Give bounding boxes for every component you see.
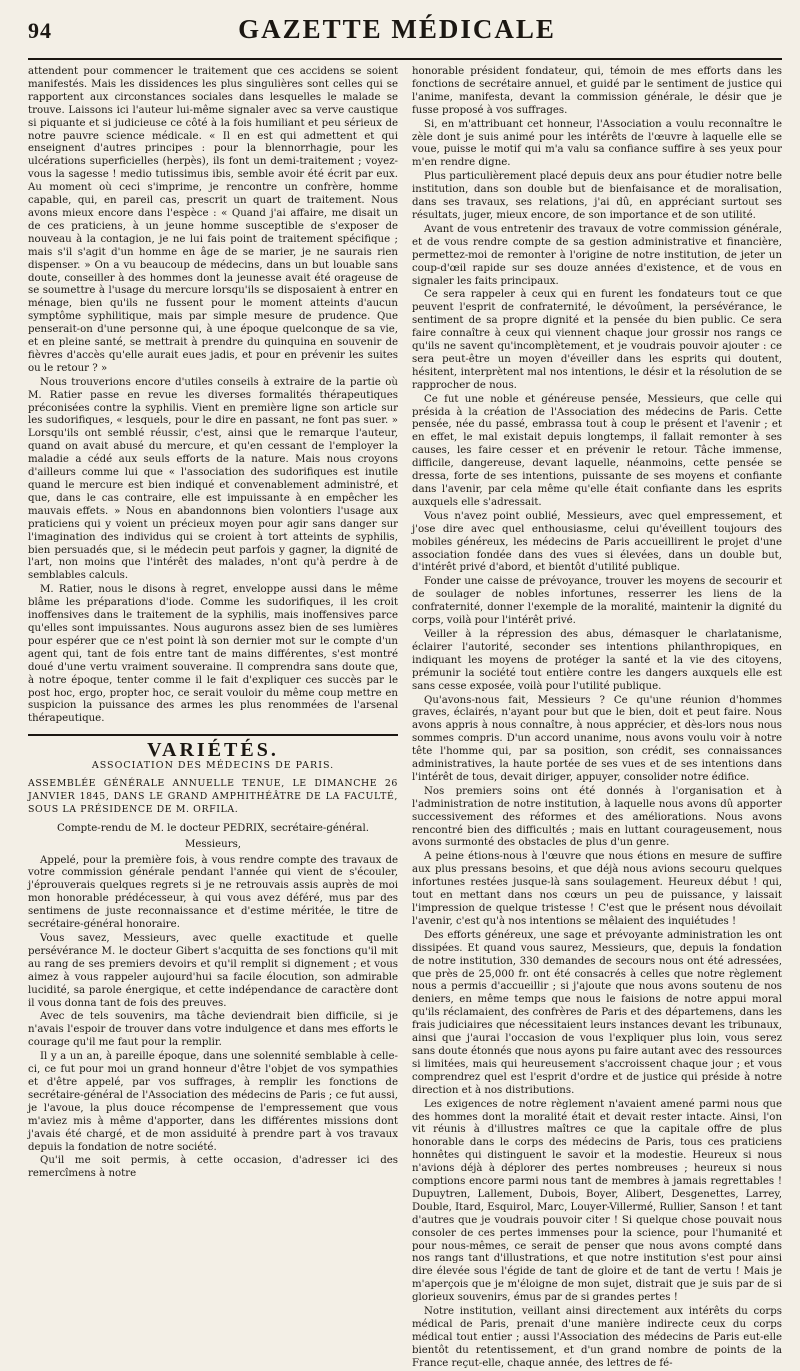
paragraph: A peine étions-nous à l'œuvre que nous étions en mesure de suffire aux plus pressans besoins, et que déjà nous avions secouru quelques infortunes restées jusque-là sans soulagement. Heureux début ! qui, tout en mettant dans nos cœurs un peu de puissance, y laissait l'impression de quelque tristesse ! C'est que le présent nous dévoilait l'avenir, c'est qu'à nos intentions se mêlaient des inquiétudes ! xyxy=(412,851,782,927)
paragraph: Avant de vous entretenir des travaux de votre commission générale, et de vous rendre compte de sa gestion administrative et financière, permettez-moi de remonter à l'origine de notre institution, de jeter un coup-d'œil rapide sur ses douze années d'existence, et de vous en signaler les faits principaux. xyxy=(412,223,782,287)
paragraph: Il y a un an, à pareille époque, dans une solennité semblable à celle-ci, ce fut pour moi un grand honneur d'être l'objet de vos sympathies et d'être appelé, par vos suffrages, à remplir les fonctions de secrétaire-général de l'Association des médecins de Paris ; ce fut aussi, je l'avoue, la plus douce récompense de l'empressement que vous m'aviez mis à même d'apporter, dans les différentes missions dont j'avais été chargé, et de mon assiduité à prendre part à vos travaux depuis la fondation de notre société. xyxy=(28,1051,398,1153)
paragraph: Qu'avons-nous fait, Messieurs ? Ce qu'une réunion d'hommes graves, éclairés, n'ayant pour but que le bien, doit et peut faire. Nous avons appris à nous connaître, à nous apprécier, et dès-lors nous nous sommes compris. D'un accord unanime, nous avons voulu voir à notre tête l'homme qui, par sa position, son crédit, ses connaissances administratives, la haute portée de ses vues et de ses intentions dans l'intérêt de tous, devait diriger, appuyer, consolider notre édifice. xyxy=(412,694,782,783)
paragraph: Plus particulièrement placé depuis deux ans pour étudier notre belle institution, dans son double but de bienfaisance et de moralisation, dans ses travaux, ses relations, j'ai dû, en appréciant surtout ses résultats, juger, mieux encore, de son importance et de son utilité. xyxy=(412,171,782,221)
paragraph: Notre institution, veillant ainsi directement aux intérêts du corps médical de Paris, prenait d'une manière indirecte ceux du corps médical tout entier ; aussi l'Association des médecins de Paris eut-elle bientôt du retentissement, et d'un grand nombre de points de la France reçut-elle, chaque année, des lettres de fé- xyxy=(412,1306,782,1369)
journal-title: GAZETTE MÉDICALE xyxy=(238,14,556,44)
paragraph: Si, en m'attribuant cet honneur, l'Association a voulu reconnaître le zèle dont je suis animé pour les intérêts de l'œuvre à laquelle elle se voue, puisse le motif qui m'a valu sa confiance suffire à ses yeux pour m'en rendre digne. xyxy=(412,118,782,169)
paragraph: Ce sera rappeler à ceux qui en furent les fondateurs tout ce que peuvent l'esprit de confraternité, le dévoûment, la persévérance, le sentiment de sa propre dignité et la pensée du bien public. Ce sera faire connaître à ceux qui viennent chaque jour grossir nos rangs ce qu'ils ne savent qu'incomplètement, et je voudrais pouvoir ajouter : ce sera peut-être un moyen d'éveiller dans les esprits qui doutent, hésitent, interprètent mal nos intentions, le désir et la résolution de se rapprocher de nous. xyxy=(412,289,782,391)
section-divider xyxy=(28,734,398,736)
paragraph: M. Ratier, nous le disons à regret, enveloppe aussi dans le même blâme les préparations d'iode. Comme les sudorifiques, il les croit inoffensives dans le traitement de la syphilis, mais inoffensives parce qu'elles sont impuissantes. Nous augurons assez bien de ses lumières pour espérer que ce n'est point là son dernier mot sur le compte d'un agent qui, tant de fois entre tant de mains différentes, s'est montré doué d'une vertu vraiment souveraine. Il comprendra sans doute que, à notre époque, tenter comme il le fait d'expliquer ces succès par le post hoc, ergo, propter hoc, ce serait vouloir du même coup mettre en suspicion la puissance des armes les plus renommées de l'arsenal thérapeutique. xyxy=(28,584,398,725)
meeting-heading: ASSEMBLÉE GÉNÉRALE ANNUELLE TENUE, LE DIMANCHE 26 JANVIER 1845, DANS LE GRAND AMPHITHÉÂTRE DE LA FACULTÉ, SOUS LA PRÉSIDENCE DE M. ORFILA. xyxy=(28,778,398,815)
paragraph: Ce fut une noble et généreuse pensée, Messieurs, que celle qui présida à la création de l'Association des médecins de Paris. Cette pensée, née du passé, embrassa tout à coup le présent et l'avenir ; et en effet, le mal existait depuis longtemps, il fallait remonter à ses causes, les faire cesser et en prévenir le retour. Tâche immense, difficile, dangereuse, devant laquelle, néanmoins, cette pensée se dressa, forte de ses intentions, puissante de ses moyens et confiante dans l'avenir, par cela même qu'elle était confiante dans les esprits auxquels elle s'adressait. xyxy=(412,393,782,508)
paragraph: Des efforts généreux, une sage et prévoyante administration les ont dissipées. Et quand vous saurez, Messieurs, que, depuis la fondation de notre institution, 330 demandes de secours nous ont été adressées, que près de 25,000 fr. ont été consacrés à celles que notre règlement nous a permis d'accueillir ; si j'ajoute que nous avons soutenu de nos deniers, en même temps que nous le faisions de notre appui moral qu'ils réclamaient, des confrères de Paris et des départemens, dans les frais judiciaires que nécessitaient leurs instances devant les tribunaux, ainsi que j'aurai l'occasion de vous l'expliquer plus loin, vous serez sans doute étonnés que nous ayons pu faire autant avec des ressources si limitées, mais qui heureusement s'accroissent chaque jour ; et vous comprendrez quel est l'esprit d'ordre et de justice qui préside à notre direction et à nos distributions. xyxy=(412,929,782,1096)
paragraph: Veiller à la répression des abus, démasquer le charlatanisme, éclairer l'autorité, seconder ses intentions philanthropiques, en indiquant les moyens de protéger la santé et la vie des citoyens, prémunir la société tout entière contre les dangers auxquels elle est sans cesse exposée, voilà pour l'utilité publique. xyxy=(412,628,782,692)
page-number: 94 xyxy=(28,18,52,43)
section-subtitle: ASSOCIATION DES MÉDECINS DE PARIS. xyxy=(91,760,335,772)
right-column xyxy=(412,66,782,1369)
section-title: VARIÉTÉS. xyxy=(147,739,279,762)
article-columns xyxy=(28,66,782,1369)
paragraph: Fonder une caisse de prévoyance, trouver les moyens de secourir et de soulager de nobles infortunes, resserrer les liens de la confraternité, donner l'exemple de la moralité, maintenir la dignité du corps, voilà pour l'intérêt privé. xyxy=(412,576,782,627)
report-byline: Compte-rendu de M. le docteur PEDRIX, secrétaire-général. xyxy=(57,822,369,834)
page-header xyxy=(28,14,782,60)
paragraph: Vous savez, Messieurs, avec quelle exactitude et quelle persévérance M. le docteur Gibert s'acquitta de ses fonctions qu'il mit au rang de ses premiers devoirs et qu'il remplit si dignement ; et vous aimez à vous rappeler aujourd'hui sa facile élocution, son admirable lucidité, sa parole énergique, et cette indépendance de caractère dont il vous donna tant de fois des preuves. xyxy=(28,933,398,1009)
paragraph: Avec de tels souvenirs, ma tâche deviendrait bien difficile, si je n'avais l'espoir de trouver dans votre indulgence et dans mes efforts le courage qu'il me faut pour la remplir. xyxy=(28,1011,398,1049)
left-column xyxy=(28,66,398,1180)
paragraph: Qu'il me soit permis, à cette occasion, d'adresser ici des remercîmens à notre xyxy=(28,1155,398,1180)
paragraph: Vous n'avez point oublié, Messieurs, avec quel empressement, et j'ose dire avec quel enthousiasme, celui qu'éveillent toujours des mobiles généreux, les médecins de Paris accueillirent le projet d'une association fondée dans des vues si élevées, dans un double but, d'intérêt privé d'abord, et bientôt d'utilité publique. xyxy=(412,510,782,574)
paragraph: honorable président fondateur, qui, témoin de mes efforts dans les fonctions de secrétaire annuel, et guidé par le sentiment de justice qui l'anime, manifesta, devant la commission générale, le désir que je fusse proposé à vos suffrages. xyxy=(412,66,782,116)
paragraph: Nous trouverions encore d'utiles conseils à extraire de la partie où M. Ratier passe en revue les diverses formalités thérapeutiques préconisées contre la syphilis. Vient en première ligne son article sur les sudorifiques, « lesquels, pour le dire en passant, ne font pas suer. » Lorsqu'ils ont semblé réussir, c'est, ainsi que le remarque l'auteur, quand on avait abusé du mercure, et qu'en cessant de l'employer la maladie a cédé aux seuls efforts de la nature. Mais nous croyons d'ailleurs comme lui que « l'association des sudorifiques est inutile quand le mercure est bien indiqué et convenablement administré, et que, dans le cas contraire, elle est impuissante à en empêcher les mauvais effets. » Nous en abandonnons bien volontiers l'usage aux praticiens qui y voient un précieux moyen pour agir sans danger sur l'imagination des individus qui se croient à tort atteints de syphilis, bien persuadés que, si le médecin peut parfois y gagner, la dignité de l'art, non moins que l'intérêt des malades, n'ont qu'à perdre à de semblables calculs. xyxy=(28,376,398,582)
paragraph: Nos premiers soins ont été donnés à l'organisation et à l'administration de notre institution, à laquelle nous avons dû apporter successivement des réformes et des améliorations. Nous avons rencontré bien des difficultés ; mais en luttant courageusement, nous avons surmonté des obstacles de plus d'un genre. xyxy=(412,785,782,849)
salutation: Messieurs, xyxy=(184,838,242,850)
paragraph: Appelé, pour la première fois, à vous rendre compte des travaux de votre commission générale pendant l'année qui vient de s'écouler, j'éprouverais quelques regrets si je ne retrouvais assis auprès de moi mon honorable prédécesseur, à qui vous avez déféré, mus par des sentimens de juste reconnaissance et d'estime méritée, le titre de secrétaire-général honoraire. xyxy=(28,854,398,931)
paragraph: attendent pour commencer le traitement que ces accidens se soient manifestés. Mais les dissidences les plus singulières sont celles qui se rapportent aux circonstances sociales dans lesquelles le malade se trouve. Laissons ici l'auteur lui-même signaler avec sa verve caustique si piquante et si judicieuse ce côté à la fois humiliant et peu sérieux de notre pauvre science médicale. « Il en est qui admettent et qui enseignent d'autres principes : pour la blennorrhagie, pour les ulcérations superficielles (herpès), ils font un demi-traitement ; voyez-vous la sagesse ! medio tutissimus ibis, semble avoir été écrit par eux. Au moment où ceci s'imprime, je rencontre un confrère, homme capable, qui, en pareil cas, prescrit un quart de traitement. Nous avons mieux encore dans l'espèce : « Quand j'ai affaire, me disait un de ces praticiens, à un jeune homme susceptible de s'exposer de nouveau à la contagion, je ne lui fais point de traitement spécifique ; mais s'il s'agit d'un homme en âge de se marier, je ne saurais rien dispenser. » On a vu beaucoup de médecins, dans un but louable sans doute, conseiller à des hommes dont la jeunesse avait été orageuse de se soumettre à l'usage du mercure lorsqu'ils se disposaient à entrer en ménage, bien qu'ils ne fussent pour le moment atteints d'aucun symptôme syphilitique, mais par simple mesure de prudence. Que penserait-on d'une personne qui, à une époque quelconque de sa vie, et en pleine santé, se mettrait à prendre du quinquina en souvenir de fièvres d'accès qu'elle aurait eues jadis, et pour en prévenir les suites ou le retour ? » xyxy=(28,66,398,374)
paragraph: Les exigences de notre règlement n'avaient amené parmi nous que des hommes dont la moralité était et devait rester intacte. Ainsi, l'on vit réunis à d'illustres maîtres ce que la capitale offre de plus honorable dans le corps des médecins de Paris, tous ces praticiens honnêtes qui distinguent le savoir et la modestie. Heureux si nous n'avions déjà à déplorer des pertes nombreuses ; heureux si nous comptions encore parmi nous tant de membres à jamais regrettables ! Dupuytren, Lallement, Dubois, Boyer, Alibert, Desgenettes, Larrey, Double, Itard, Esquirol, Marc, Louyer-Villermé, Rullier, Sanson ! et tant d'autres que je voudrais pouvoir citer ! Si quelque chose pouvait nous consoler de ces pertes immenses pour la science, pour l'humanité et pour nous-mêmes, ce serait de penser que nous avons compté dans nos rangs tant d'illustrations, et que notre institution s'est pour ainsi dire élevée sous l'égide de tant de gloire et de tant de vertu ! Mais je m'aperçois que je m'éloigne de mon sujet, distrait que je suis par de si glorieux souvenirs, émus par de si grandes pertes ! xyxy=(412,1098,782,1304)
